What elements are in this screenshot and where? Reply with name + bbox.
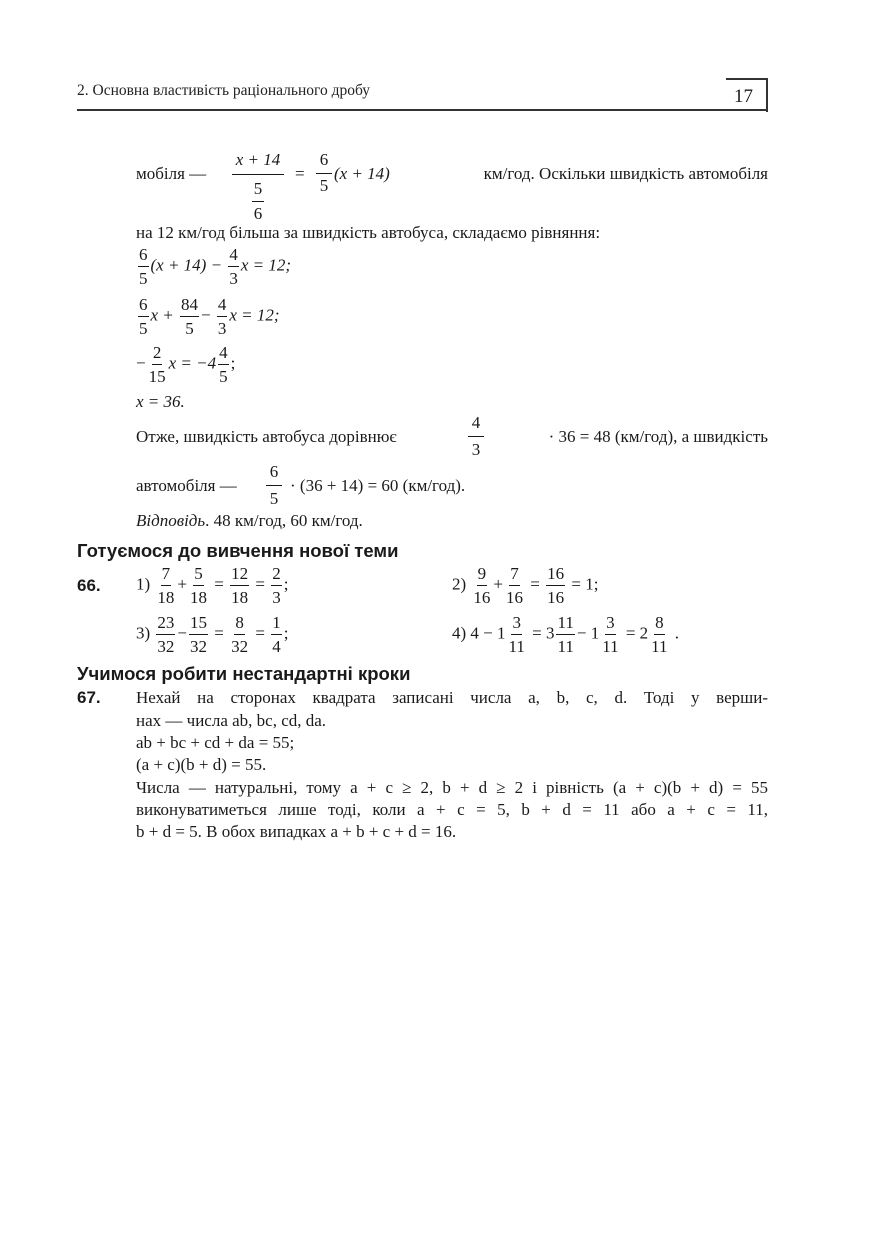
fraction-numerator: 4 bbox=[218, 344, 229, 365]
problem-67-line-5: Числа — натуральні, тому a + c ≥ 2, b + d ≥ 2 і рівність (a + c)(b + d) = 55 bbox=[136, 778, 768, 797]
problem-67-line-7: b + d = 5. В обох випадках a + b + c + d = 16. bbox=[136, 822, 457, 841]
section-1-heading: Готуємося до вивчення нової теми bbox=[77, 540, 399, 561]
equals-sign: = bbox=[214, 623, 224, 643]
fraction-denominator: 32 bbox=[190, 637, 208, 656]
fraction bbox=[546, 565, 565, 606]
problem-67-number: 67. bbox=[77, 688, 101, 707]
fraction-denominator: 32 bbox=[157, 637, 175, 656]
complex-fraction bbox=[232, 150, 284, 224]
line1-equals: = bbox=[295, 164, 305, 183]
fraction-numerator: 11 bbox=[556, 614, 574, 635]
line1-prefix: мобіля — bbox=[136, 164, 207, 183]
equals-sign: = bbox=[532, 623, 542, 643]
eq2-middle-2: − bbox=[201, 305, 211, 325]
equals-sign: = bbox=[530, 574, 540, 594]
complex-fraction-inner-denominator: 6 bbox=[253, 204, 263, 223]
operator: + bbox=[493, 574, 504, 594]
whole-part: 2 bbox=[639, 623, 649, 643]
fraction-denominator: 5 bbox=[139, 319, 148, 338]
solution-line-2: на 12 км/год більша за швидкість автобуса, складаємо рівняння: bbox=[136, 223, 601, 242]
fraction-denominator: 11 bbox=[508, 637, 525, 656]
fraction bbox=[271, 614, 282, 655]
fraction-numerator: 12 bbox=[230, 565, 249, 586]
problem-66-item-1 bbox=[136, 565, 288, 606]
fraction-denominator: 16 bbox=[473, 588, 491, 607]
fraction-numerator: 2 bbox=[152, 344, 163, 365]
fraction-denominator: 18 bbox=[157, 588, 175, 607]
fraction-denominator: 3 bbox=[229, 269, 238, 288]
eq3-lead: − bbox=[136, 353, 146, 373]
problem-66-item-4 bbox=[452, 614, 679, 655]
operator: − bbox=[177, 623, 188, 643]
fraction bbox=[271, 565, 282, 606]
fraction-numerator: 23 bbox=[156, 614, 175, 635]
section-2-heading: Учимося робити нестандартні кроки bbox=[77, 663, 411, 684]
equals-sign: = bbox=[255, 623, 265, 643]
eq1-fraction-b bbox=[228, 246, 239, 287]
conclusion-2-fraction bbox=[266, 462, 282, 509]
equation-1 bbox=[136, 246, 291, 287]
item-tail: . bbox=[674, 623, 680, 643]
equals-sign: = bbox=[255, 574, 265, 594]
fraction bbox=[189, 614, 208, 655]
conclusion-line-2 bbox=[136, 461, 536, 511]
eq2-fraction-a bbox=[138, 296, 149, 337]
line1-suffix: км/год. Оскільки швидкість автомобіля bbox=[483, 164, 768, 183]
fraction-denominator: 32 bbox=[231, 637, 249, 656]
line1-coef-denominator: 5 bbox=[319, 176, 329, 195]
eq1-fraction-a bbox=[138, 246, 149, 287]
eq3-tail: ; bbox=[230, 353, 236, 373]
conclusion-2-prefix: автомобіля — bbox=[136, 476, 237, 495]
complex-fraction-numerator: x + 14 bbox=[232, 150, 284, 175]
eq3-middle: x = −4 bbox=[168, 353, 217, 373]
equals-sign: = bbox=[214, 574, 224, 594]
fraction-denominator: 5 bbox=[219, 367, 228, 386]
answer-line bbox=[136, 511, 363, 531]
problem-67-line-1: Нехай на сторонах квадрата записані числа a, b, c, d. Тоді у верши- bbox=[136, 688, 768, 707]
problem-67-line-2: нах — числа ab, bc, cd, da. bbox=[136, 711, 327, 730]
fraction-numerator: 1 bbox=[271, 614, 282, 635]
fraction-numerator: 8 bbox=[234, 614, 245, 635]
item-label: 1) bbox=[136, 574, 151, 594]
fraction-denominator: 5 bbox=[185, 319, 194, 338]
conclusion-1-prefix: Отже, швидкість автобуса дорівнює bbox=[136, 427, 397, 446]
operator: − 1 bbox=[576, 623, 600, 643]
fraction-denominator: 4 bbox=[272, 637, 281, 656]
problem-66-item-3 bbox=[136, 614, 288, 655]
eq1-tail: x = 12; bbox=[240, 255, 291, 275]
fraction-denominator: 11 bbox=[602, 637, 619, 656]
fraction-numerator: 5 bbox=[193, 565, 204, 586]
answer-label: Відповідь bbox=[136, 511, 206, 530]
item-label: 3) bbox=[136, 623, 151, 643]
line1-coef-fraction bbox=[316, 150, 332, 196]
item-label: 4) bbox=[452, 623, 467, 643]
conclusion-2-suffix: · (36 + 14) = 60 (км/год). bbox=[290, 476, 466, 495]
item-tail: = 1; bbox=[571, 574, 599, 594]
eq3-fraction-b bbox=[218, 344, 229, 385]
fraction-numerator: 4 bbox=[217, 296, 228, 317]
fraction-numerator: 8 bbox=[654, 614, 665, 635]
problem-66-item-2 bbox=[452, 565, 598, 606]
problem-67-line-3: ab + bc + cd + da = 55; bbox=[136, 733, 295, 752]
fraction-numerator: 2 bbox=[271, 565, 282, 586]
fraction-denominator: 3 bbox=[471, 440, 481, 459]
fraction bbox=[230, 614, 249, 655]
item-tail: ; bbox=[283, 574, 289, 594]
fraction-numerator: 3 bbox=[605, 614, 616, 635]
fraction-numerator: 6 bbox=[138, 246, 149, 267]
line1-expression: (x + 14) bbox=[334, 164, 390, 183]
fraction-denominator: 15 bbox=[148, 367, 166, 386]
eq2-middle-1: x + bbox=[150, 305, 174, 325]
fraction bbox=[601, 614, 619, 655]
fraction-denominator: 3 bbox=[272, 588, 281, 607]
fraction-numerator: 6 bbox=[266, 462, 282, 486]
eq2-tail: x = 12; bbox=[229, 305, 280, 325]
solution-line-1 bbox=[136, 150, 768, 222]
fraction-denominator: 18 bbox=[231, 588, 249, 607]
fraction-numerator: 3 bbox=[511, 614, 522, 635]
fraction-denominator: 16 bbox=[506, 588, 524, 607]
fraction-numerator: 7 bbox=[161, 565, 172, 586]
equals-sign: = bbox=[625, 623, 636, 643]
equation-2 bbox=[136, 296, 280, 337]
fraction-numerator: 4 bbox=[228, 246, 239, 267]
fraction-denominator: 5 bbox=[269, 489, 279, 508]
answer-text: . 48 км/год, 60 км/год. bbox=[205, 511, 363, 530]
problem-67-line-6: виконуватиметься лише тоді, коли a + c = 5, b + d = 11 або a + c = 11, bbox=[136, 800, 768, 819]
fraction bbox=[156, 565, 175, 606]
conclusion-1-fraction bbox=[468, 413, 484, 460]
item-tail: ; bbox=[283, 623, 289, 643]
equation-4: x = 36. bbox=[136, 392, 185, 411]
operator: + bbox=[177, 574, 188, 594]
header-rule bbox=[77, 109, 767, 111]
item-label: 2) bbox=[452, 574, 467, 594]
fraction bbox=[508, 614, 526, 655]
fraction-denominator: 11 bbox=[651, 637, 668, 656]
complex-fraction-inner-numerator: 5 bbox=[252, 179, 265, 202]
fraction-numerator: 84 bbox=[180, 296, 199, 317]
conclusion-1-suffix: · 36 = 48 (км/год), а швидкість bbox=[548, 427, 768, 446]
fraction bbox=[230, 565, 249, 606]
eq2-fraction-b bbox=[180, 296, 199, 337]
fraction-denominator: 18 bbox=[190, 588, 208, 607]
fraction bbox=[556, 614, 574, 655]
fraction-numerator: 16 bbox=[546, 565, 565, 586]
fraction-denominator: 3 bbox=[217, 319, 227, 338]
fraction-numerator: 6 bbox=[138, 296, 149, 317]
fraction-denominator: 5 bbox=[139, 269, 148, 288]
line1-coef-numerator: 6 bbox=[316, 150, 332, 174]
eq3-fraction-a bbox=[148, 344, 167, 385]
equation-3 bbox=[136, 344, 235, 385]
fraction-numerator: 4 bbox=[468, 413, 484, 437]
fraction-numerator: 15 bbox=[189, 614, 208, 635]
fraction bbox=[472, 565, 491, 606]
conclusion-line-1 bbox=[136, 412, 768, 462]
fraction bbox=[156, 614, 175, 655]
fraction bbox=[505, 565, 524, 606]
eq2-fraction-c bbox=[217, 296, 228, 337]
fraction-denominator: 16 bbox=[547, 588, 565, 607]
problem-67-line-4: (a + c)(b + d) = 55. bbox=[136, 755, 267, 774]
section-header-title: 2. Основна властивість раціонального дробу bbox=[77, 82, 371, 99]
fraction bbox=[650, 614, 668, 655]
fraction bbox=[189, 565, 208, 606]
whole-part: 3 bbox=[545, 623, 555, 643]
fraction-numerator: 7 bbox=[509, 565, 520, 586]
problem-66-number: 66. bbox=[77, 576, 101, 595]
fraction-denominator: 11 bbox=[557, 637, 574, 656]
fraction-numerator: 9 bbox=[477, 565, 488, 586]
item-lead: 4 − 1 bbox=[470, 623, 506, 643]
page-number: 17 bbox=[734, 86, 753, 107]
eq1-middle: (x + 14) − bbox=[150, 255, 223, 275]
